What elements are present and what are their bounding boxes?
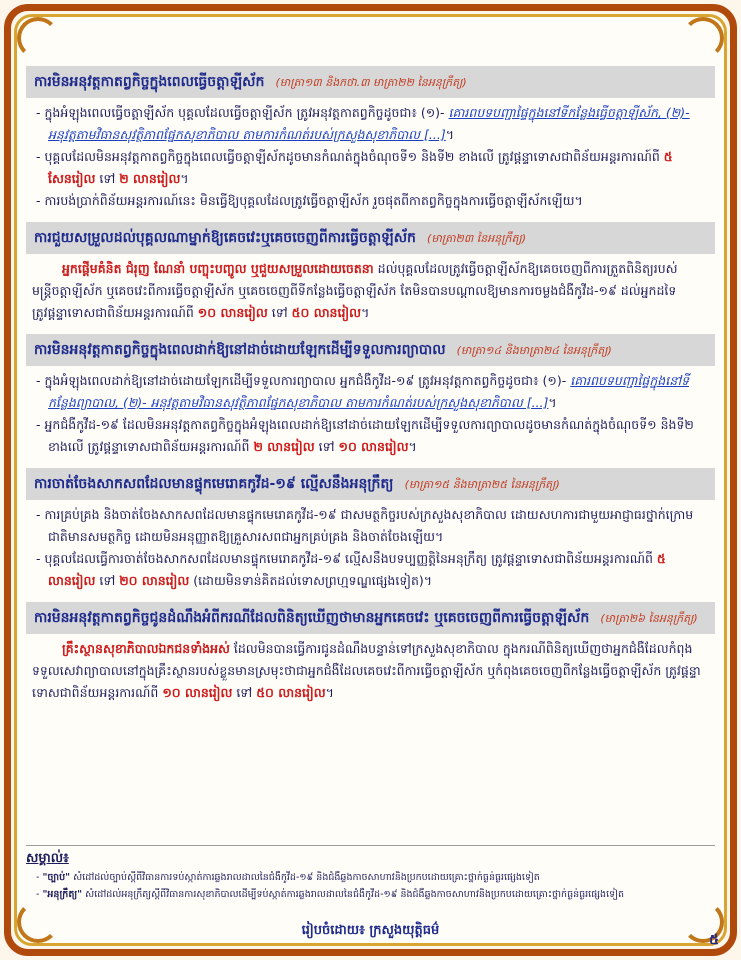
section-header [26,334,715,366]
bullet-text: ការគ្រប់គ្រង និងចាត់ចែងសាកសពដែលមានផ្ទុកមេរោគកូវីដ-១៩ ជាសមត្ថកិច្ចរបស់ក្រសួងសុខាភិបាល ដោយសហការជាមួយអាជ្ញាធរថ្នាក់ក្រោមជាតិមានសមត្ថកិច្ច ដោយមិនអនុញ្ញាតឱ្យគ្រួសារសពជាអ្នកគ្រប់គ្រង និងចាត់ចែងឡើយ។ [44,507,694,544]
bullet-text: ទៅ [95,171,120,186]
bullet-text: ក្នុងអំឡុងពេលដាក់ឱ្យនៅដាច់ដោយឡែកដើម្បីទទួលការព្យាបាល អ្នកជំងឺកូវីដ-១៩ ត្រូវអនុវត្តកាតព្វកិច្ចដូចជា៖ (១)- [44,373,571,388]
paragraph [32,258,709,324]
highlighted-subject: អ្នកផ្តើមគំនិត ជំរុញ ណែនាំ បញ្ចុះបញ្ចូល ឬជួយសម្រួលដោយចេតនា [62,261,374,276]
list-item [32,414,709,458]
section-reference: (មាត្រា១៣ និងកថា.៣ មាត្រា២២ នៃអនុក្រឹត្យ) [275,76,467,89]
corner-ornament [682,17,724,59]
document-body [26,62,715,710]
section-title: ការជួយសម្រួលដល់បុគ្គលណាម្នាក់ឱ្យគេចវេះឬគេចចេញពីការធ្វើចត្តាឡីស័ក [34,230,416,246]
list-item [32,190,709,212]
section-notification-duty [26,602,715,710]
section-header [26,468,715,500]
bullet-text: ការបង់ប្រាក់ពិន័យអន្តរការណ៍នេះ មិនធ្វើឱ្យបុគ្គលដែលត្រូវធ្វើចត្តាឡីស័ក រួចផុតពីកាតព្វកិច្ចក្នុងការធ្វើចត្តាឡីស័កឡើយ។ [44,193,583,208]
section-corpse-handling [26,468,715,598]
bullet-text: អ្នកជំងឺកូវីដ-១៩ ដែលមិនអនុវត្តកាតព្វកិច្ចក្នុងអំឡុងពេលដាក់ឱ្យនៅដាច់ដោយឡែកដើម្បីទទួលការព្យាបាលដូចមានកំណត់ក្នុងចំណុចទី១ និងទី២ ខាងលើ ត្រូវផ្តន្ទាទោសជាពិន័យអន្តរការណ៍ពី [44,417,694,454]
bullet-text: បុគ្គលដែលមិនអនុវត្តកាតព្វកិច្ចក្នុងពេលធ្វើចត្តាឡីស័កដូចមានកំណត់ក្នុងចំណុចទី១ និងទី២ ខាងលើ ត្រូវផ្តន្ទាទោសជាពិន័យអន្តរការណ៍ពី [44,149,664,164]
list-item [32,102,709,146]
paragraph-text: ។ [361,305,370,320]
fine-amount: ៥០ លានរៀល [256,685,326,700]
note-item: - "អនុក្រឹត្យ" សំដៅដល់អនុក្រឹត្យស្តីពីវិធានការសុខាភិបាលដើម្បីទប់ស្កាត់ការឆ្លងរាលដាលនៃជំងឺកូវីដ-១៩ និងជំងឺឆ្លងកាចសាហាវនិងប្រកបដោយគ្រោះថ្នាក់ធ្ងន់ធ្ងរផ្សេងទៀត [36,889,624,900]
section-header [26,602,715,634]
fine-amount: ១០ លានរៀល [197,305,268,320]
note-term: "អនុក្រឹត្យ" [42,889,83,900]
paragraph-text: ដល់បុគ្គលដែលត្រូវធ្វើចត្តាឡីស័កឱ្យគេចចេញពីការត្រួតពិនិត្យរបស់មន្ត្រីចត្តាឡីស័ក ឬគេចវេះពីការធ្វើចត្តាឡីស័ក ឬគេចចេញពីទីកន្លែងធ្វើចត្តាឡីស័ក តែមិនបានបណ្តាលឱ្យមានការចម្លងជំងឺកូវីដ-១៩ ដល់អ្នកដទៃ ត្រូវផ្តន្ទាទោសជាពិន័យអន្តរការណ៍ពី [32,261,678,320]
section-assisting-evasion [26,222,715,330]
section-reference: (មាត្រា២៣ នៃអនុក្រឹត្យ) [427,232,527,245]
section-reference: (មាត្រា១៥ និងមាត្រា២៥ នៃអនុក្រឹត្យ) [404,478,560,491]
section-title: ការចាត់ចែងសាកសពដែលមានផ្ទុកមេរោគកូវីដ-១៩ ល្មើសនឹងអនុក្រឹត្យ [34,476,394,492]
section-title: ការមិនអនុវត្តកាតព្វកិច្ចក្នុងពេលដាក់ឱ្យនៅដាច់ដោយឡែកដើម្បីទទួលការព្យាបាល [34,342,446,358]
highlighted-subject: គ្រឹះស្ថានសុខាភិបាលឯកជនទាំងអស់ [62,641,230,656]
note-text: សំដៅដល់ច្បាប់ស្តីពីវិធានការទប់ស្កាត់ការឆ្លងរាលដាលនៃជំងឺកូវីដ-១៩ និងជំងឺឆ្លងកាចសាហាវនិងប្រកបដោយគ្រោះថ្នាក់ធ្ងន់ធ្ងរផ្សេងទៀត [70,872,540,883]
list-item [32,504,709,548]
section-title: ការមិនអនុវត្តកាតព្វកិច្ចក្នុងពេលធ្វើចត្តាឡីស័ក [34,74,265,90]
page-number: ៥ [709,932,719,948]
bullet-text: បុគ្គលដែលធ្វើការចាត់ចែងសាកសពដែលមានផ្ទុកមេរោគកូវីដ-១៩ ល្មើសនឹងបទប្បញ្ញត្តិនៃអនុក្រឹត្យ ត្រូវផ្តន្ទាទោសជាពិន័យអន្តរការណ៍ពី [44,551,657,566]
section-title: ការមិនអនុវត្តកាតព្វកិច្ចជូនដំណឹងអំពីករណីដែលពិនិត្យឃើញថាមានអ្នកគេចវេះ ឬគេចចេញពីការធ្វើចត្តាឡីស័ក [34,610,590,626]
bullet-text: ក្នុងអំឡុងពេលធ្វើចត្តាឡីស័ក បុគ្គលដែលធ្វើចត្តាឡីស័ក ត្រូវអនុវត្តកាតព្វកិច្ចដូចជា៖ (១)- [44,105,449,120]
list-item [32,370,709,414]
paragraph [32,638,709,704]
list-item [32,548,709,592]
fine-amount: ២០ លានរៀល [119,573,190,588]
notes-section [26,845,715,903]
bullet-text: ទៅ [314,439,339,454]
list-item [32,146,709,190]
bullet-text: ។ [408,439,417,454]
note-term: "ច្បាប់" [42,872,71,883]
paragraph-text: ទៅ [267,305,292,320]
bullet-text: ។ [548,395,557,410]
section-header [26,222,715,254]
paragraph-text: ដែលមិនបានធ្វើការជូនដំណឹងបន្ទាន់ទៅក្រសួងសុខាភិបាល ក្នុងករណីពិនិត្យឃើញថាអ្នកជំងឺដែលកំពុងទទួលសេវាព្យាបាលនៅក្នុងគ្រឹះស្ថានរបស់ខ្លួនមានស្រមុះថាជាអ្នកជំងឺដែលគេចវេះពីការធ្វើចត្តាឡីស័ក ឬកំពុងគេចចេញពីកន្លែងធ្វើចត្តាឡីស័ក ត្រូវផ្តន្ទាទោសជាពិន័យអន្តរការណ៍ពី [32,641,701,700]
note-text: សំដៅដល់អនុក្រឹត្យស្តីពីវិធានការសុខាភិបាលដើម្បីទប់ស្កាត់ការឆ្លងរាលដាលនៃជំងឺកូវីដ-១៩ និងជំងឺឆ្លងកាចសាហាវនិងប្រកបដោយគ្រោះថ្នាក់ធ្ងន់ធ្ងរផ្សេងទៀត [82,889,624,900]
bullet-text: ។ [180,171,189,186]
section-header [26,66,715,98]
corner-ornament [17,17,59,59]
section-quarantine-obligations [26,66,715,218]
fine-amount: ៥ លានរៀល [48,551,666,588]
underlined-text: គោរពបទបញ្ជាផ្ទៃក្នុងនៅទីកន្លែងធ្វើចត្តាឡីស័ក, (២)- អនុវត្តតាមវិធានសុវត្ថិភាពផ្នែកសុខាភិបាល តាមការកំណត់របស់ក្រសួងសុខាភិបាល [...] [48,105,690,142]
note-item: - "ច្បាប់" សំដៅដល់ច្បាប់ស្តីពីវិធានការទប់ស្កាត់ការឆ្លងរាលដាលនៃជំងឺកូវីដ-១៩ និងជំងឺឆ្លងកាចសាហាវនិងប្រកបដោយគ្រោះថ្នាក់ធ្ងន់ធ្ងរផ្សេងទៀត [36,872,540,883]
section-isolation-obligations [26,334,715,464]
fine-amount: ២ លានរៀល [253,439,315,454]
fine-amount: ១០ លានរៀល [162,685,233,700]
section-reference: (មាត្រា១៤ និងមាត្រា២៤ នៃអនុក្រឹត្យ) [456,344,612,357]
bullet-text: ទៅ [95,573,120,588]
section-reference: (មាត្រា២៦ នៃអនុក្រឹត្យ) [600,612,698,625]
paragraph-text: ។ [325,685,334,700]
paragraph-text: ទៅ [232,685,257,700]
fine-amount: ១០ លានរៀល [338,439,409,454]
fine-amount: ២ លានរៀល [119,171,181,186]
fine-amount: ៥ សែនរៀល [48,149,673,186]
footer-credit: រៀបចំដោយ៖ ក្រសួងយុត្តិធម៌ [301,923,440,938]
notes-title: សម្គាល់៖ [26,851,69,866]
bullet-text: ។ [445,127,454,142]
fine-amount: ៥០ លានរៀល [291,305,362,320]
bullet-text: (ដោយមិនទាន់គិតដល់ទោសព្រហ្មទណ្ឌផ្សេងទៀត)។ [189,573,433,588]
underlined-text: គោរពបទបញ្ជាផ្ទៃក្នុងនៅទីកន្លែងព្យាបាល, (២)- អនុវត្តតាមវិធានសុវត្ថិភាពផ្នែកសុខាភិបាល តាមការកំណត់របស់ក្រសួងសុខាភិបាល [...] [48,373,690,410]
